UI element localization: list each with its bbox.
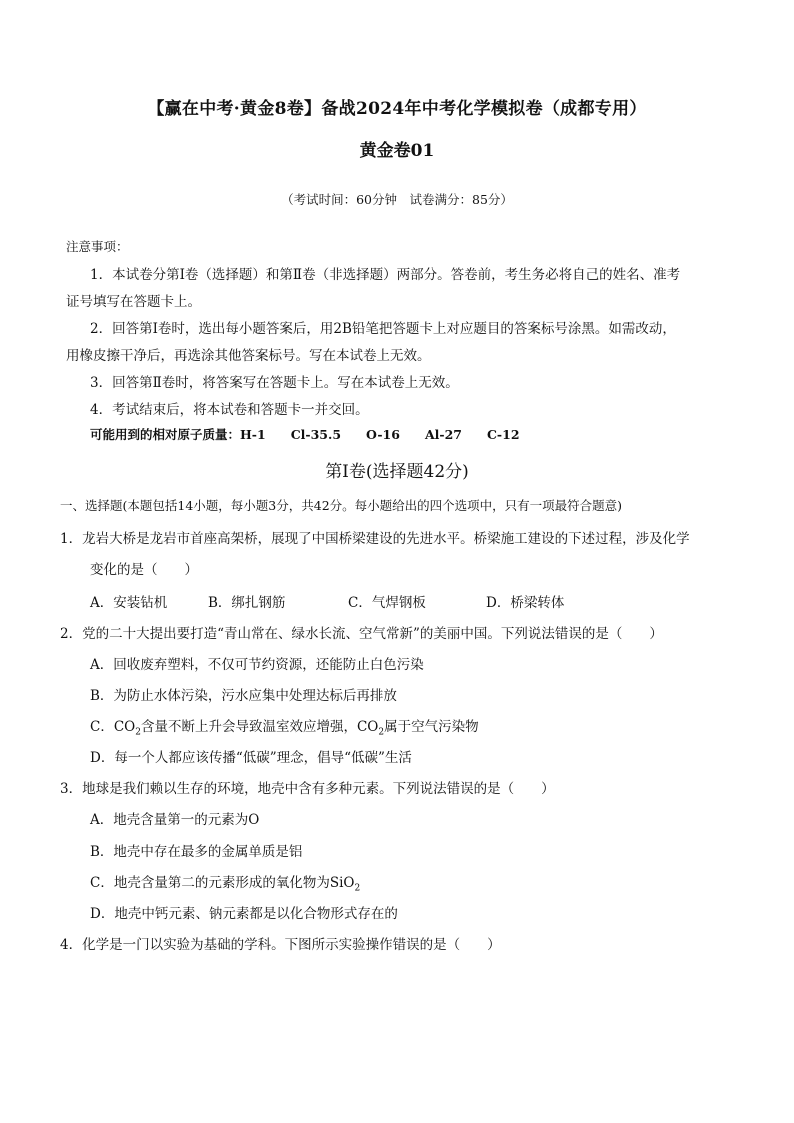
exam-time-score: （考试时间：60分钟 试卷满分：85分） (281, 192, 513, 207)
note-1-line-1: 1．本试卷分第Ⅰ卷（选择题）和第Ⅱ卷（非选择题）两部分。答卷前，考生务必将自己的姓名、准考 (90, 267, 681, 283)
q2-option-c: C．$CO_2$含量不断上升会导致温室效应增强，$CO_2$属于空气污染物 (90, 719, 479, 738)
section-title: 第Ⅰ卷(选择题42分) (325, 462, 469, 482)
note-2-line-1: 2．回答第Ⅰ卷时，选出每小题答案后，用2B铅笔把答题卡上对应题目的答案标号涂黑。如需改动， (90, 321, 676, 337)
exam-title: 【赢在中考·黄金8卷】备战2024年中考化学模拟卷（成都专用） (147, 99, 647, 119)
q3-option-a: A．地壳含量第一的元素为O (90, 812, 260, 828)
exam-subtitle: 黄金卷01 (359, 141, 435, 161)
q4-stem: 4．化学是一门以实验为基础的学科。下图所示实验操作错误的是（ ） (60, 937, 501, 953)
q2-option-d: D．每一个人都应该传播“低碳”理念，倡导“低碳”生活 (90, 750, 412, 766)
section-instructions: 一、选择题(本题包括14小题，每小题3分，共42分。每小题给出的四个选项中，只有一项最符合题意) (60, 498, 623, 513)
q1-option-d: D．桥梁转体 (486, 595, 565, 611)
q3-stem: 3．地球是我们赖以生存的环境，地壳中含有多种元素。下列说法错误的是（ ） (60, 781, 555, 797)
q1-option-b: B．绑扎钢筋 (208, 595, 286, 611)
atomic-mass-info: 可能用到的相对原子质量：H-1 Cl-35.5 O-16 Al-27 C-12 (90, 427, 520, 442)
q1-choices (90, 591, 564, 611)
note-4: 4．考试结束后，将本试卷和答题卡一并交回。 (90, 402, 369, 418)
q1-option-a: A．安装钻机 (90, 595, 168, 611)
notes-heading: 注意事项： (66, 239, 129, 254)
q1-option-c: C．气焊钢板 (348, 595, 426, 611)
q3-option-d: D．地壳中钙元素、钠元素都是以化合物形式存在的 (90, 906, 398, 922)
note-1-line-2: 证号填写在答题卡上。 (66, 294, 201, 310)
q2-option-a: A．回收废弃塑料，不仅可节约资源，还能防止白色污染 (90, 657, 424, 673)
note-2-line-2: 用橡皮擦干净后，再选涂其他答案标号。写在本试卷上无效。 (66, 348, 431, 364)
q2-option-b: B．为防止水体污染，污水应集中处理达标后再排放 (90, 688, 397, 704)
q1-stem-line-1: 1．龙岩大桥是龙岩市首座高架桥，展现了中国桥梁建设的先进水平。桥梁施工建设的下述过程，涉及化学 (60, 531, 690, 547)
q1-stem-line-2: 变化的是（ ） (90, 562, 198, 578)
note-3: 3．回答第Ⅱ卷时，将答案写在答题卡上。写在本试卷上无效。 (90, 375, 459, 391)
q3-option-b: B．地壳中存在最多的金属单质是铝 (90, 844, 303, 860)
q2-stem: 2．党的二十大提出要打造“青山常在、绿水长流、空气常新”的美丽中国。下列说法错误的是（ ） (60, 626, 663, 642)
q3-option-c: C．地壳含量第二的元素形成的氧化物为SiO$_2$ (90, 875, 361, 894)
